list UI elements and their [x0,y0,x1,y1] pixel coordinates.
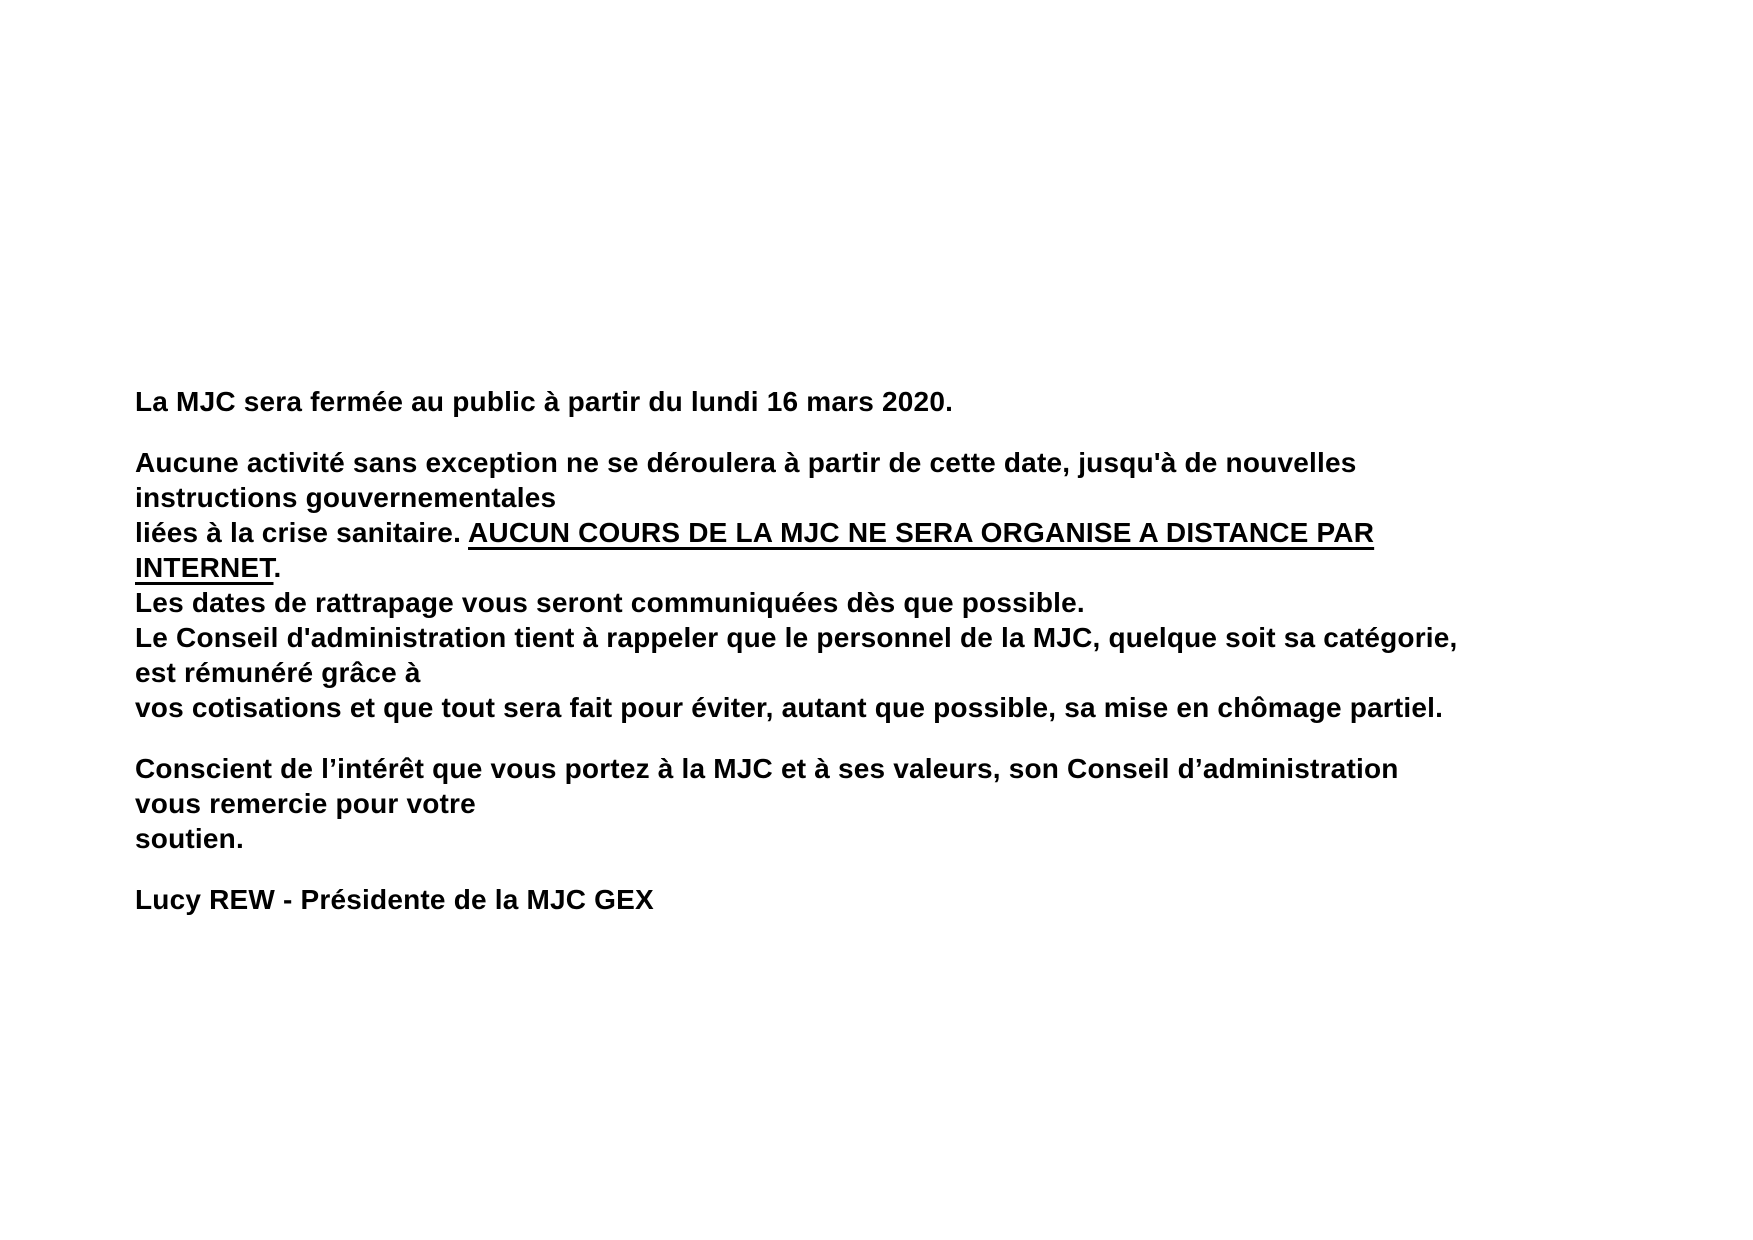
details-line-2-prefix: liées à la crise sanitaire. [135,517,469,548]
paragraph-signature [135,882,1465,917]
details-line-2-suffix: . [273,552,282,583]
details-line-3: Les dates de rattrapage vous seront communiquées dès que possible. [135,587,1085,618]
thanks-line-2: soutien. [135,823,244,854]
details-line-1: Aucune activité sans exception ne se déroulera à partir de cette date, jusqu'à de nouvelles instructions gouvernementales [135,447,1357,513]
paragraph-thanks [135,751,1465,856]
paragraph-activity-details [135,445,1465,725]
thanks-line-1: Conscient de l’intérêt que vous portez à la MJC et à ses valeurs, son Conseil d’administration vous remercie pour votre [135,753,1399,819]
details-line-2-underlined-notice: AUCUN COURS DE LA MJC NE SERA ORGANISE A DISTANCE PAR INTERNET [135,517,1375,583]
closure-announcement-line: La MJC sera fermée au public à partir du lundi 16 mars 2020. [135,386,954,417]
details-line-4: Le Conseil d'administration tient à rappeler que le personnel de la MJC, quelque soit sa catégorie, est rémunéré grâce à [135,622,1458,688]
paragraph-closure-announcement [135,384,1465,419]
details-line-2 [135,515,1465,585]
signature-line: Lucy REW - Présidente de la MJC GEX [135,884,654,915]
letter-body [135,384,1465,943]
details-line-5: vos cotisations et que tout sera fait pour éviter, autant que possible, sa mise en chômage partiel. [135,692,1444,723]
